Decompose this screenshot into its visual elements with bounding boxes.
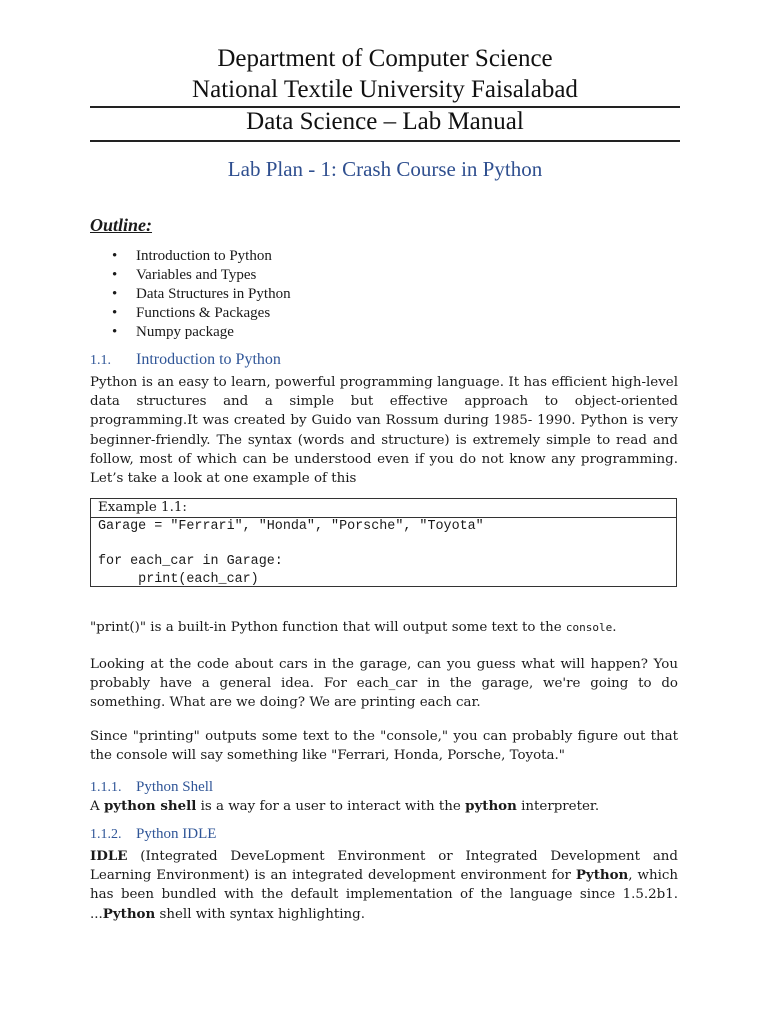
print-text-end: . (612, 620, 617, 635)
section-number: 1.1.2. (90, 827, 122, 842)
console-code-word: console (565, 621, 613, 634)
looking-paragraph: Looking at the code about cars in the garage, can you guess what will happen? You probably have a general idea. For each_car in the garage, we're going to do something. What are we doing? We are printing each car. (90, 657, 678, 711)
since-paragraph: Since "printing" outputs some text to the "console," you can probably figure out that the console will say something like "Ferrari, Honda, Porsche, Toyota." (90, 729, 678, 764)
example-code: Garage = "Ferrari", "Honda", "Porsche", "Toyota" for each_car in Garage: print(each_car) (98, 519, 484, 587)
lab-plan-title: Lab Plan - 1: Crash Course in Python (227, 157, 543, 181)
example-caption: Example 1.1: (98, 500, 187, 515)
text-run: interpreter. (516, 799, 600, 814)
python-shell-paragraph (90, 797, 678, 816)
section-number: 1.1. (90, 353, 111, 368)
outline-item: • Introduction to Python (112, 247, 291, 266)
bold-term: Python (102, 905, 156, 922)
section-title: Introduction to Python (136, 351, 281, 368)
section-title: Python IDLE (136, 826, 217, 842)
bold-term: IDLE (90, 848, 128, 864)
print-text: "print()" is a built-in Python function that will output some text to the (90, 620, 566, 635)
text-run: , which has been bundled with the default implementation of the language since 1.5.2b1. ... (90, 868, 678, 922)
text-run: shell with syntax highlighting. (155, 906, 365, 922)
bold-term: python (465, 798, 517, 814)
university-title: National Textile University Faisalabad (192, 76, 578, 103)
outline-item: • Numpy package (112, 323, 291, 342)
python-idle-paragraph (90, 847, 678, 924)
outline-item: • Variables and Types (112, 266, 291, 285)
header-divider-bottom (90, 140, 680, 142)
section-heading-1-1-2 (90, 826, 216, 843)
bold-term: python shell (103, 798, 197, 814)
outline-item: • Data Structures in Python (112, 285, 291, 304)
text-run: is a way for a user to interact with the (196, 799, 466, 814)
department-title: Department of Computer Science (217, 45, 553, 72)
section-number: 1.1.1. (90, 780, 122, 795)
outline-list (112, 247, 291, 342)
outline-item: • Functions & Packages (112, 304, 291, 323)
section-title: Python Shell (136, 779, 214, 795)
text-run: (Integrated DeveLopment Environment or Integrated Development and Learning Environment) is an integrated development environment for (90, 849, 678, 884)
intro-paragraph: Python is an easy to learn, powerful programming language. It has efficient high-level data structures and a simple but effective approach to object-oriented programming.It was created by Guido van Rossum during 1985- 1990. Python is very beginner-friendly. The syntax (words and structure) is extremely simple to read and follow, most of which can be understood even if you do not know any programming. Let’s take a look at one example of this (90, 375, 678, 487)
bold-term: Python (575, 867, 629, 884)
outline-heading: Outline: (90, 215, 153, 235)
section-heading-1-1 (90, 351, 281, 369)
text-run: A (90, 799, 104, 814)
manual-title: Data Science – Lab Manual (246, 108, 524, 135)
section-heading-1-1-1 (90, 779, 213, 796)
print-paragraph (90, 618, 678, 637)
example-code-box (90, 498, 677, 587)
